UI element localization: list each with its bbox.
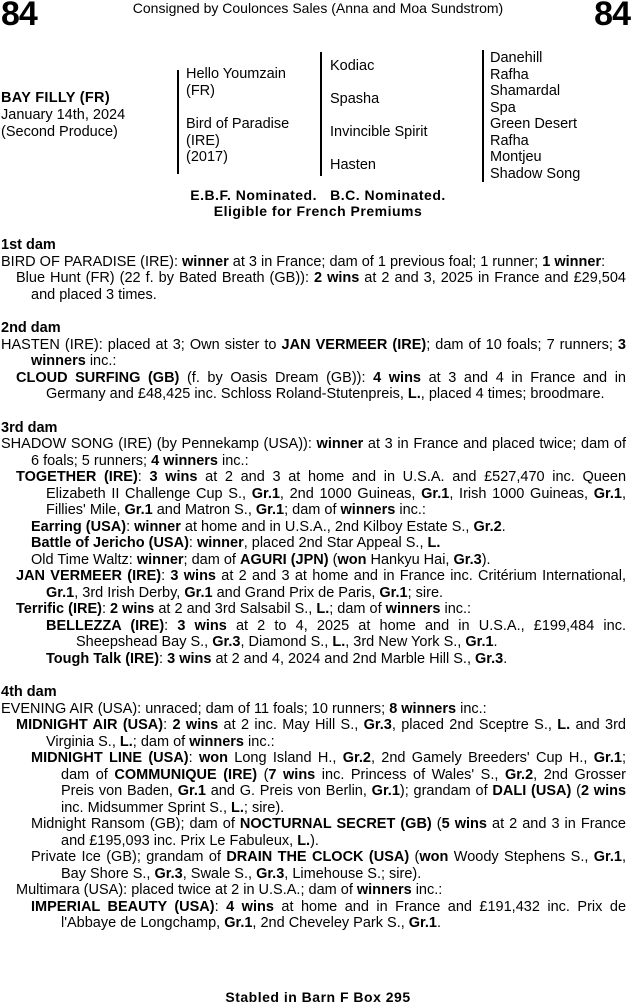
sire-country: (FR) [186,82,215,99]
granddam-1: Spasha [330,91,380,107]
dam-section-title: 1st dam [1,237,56,253]
pedigree-entry: Private Ice (GB); grandam of DRAIN THE CLOCK (USA) (won Woody Stephens S., Gr.1, Bay Shore S., Gr.3, Swale S., Gr.3, Limehouse S.; sire). [31,849,627,882]
pedigree-entry: Blue Hunt (FR) (22 f. by Bated Breath (GB)): 2 wins at 2 and 3, 2025 in France and £29,504 and placed 3 times. [16,270,626,303]
consignor-line: Consigned by Coulonces Sales (Anna and Moa Sundstrom) [132,0,504,16]
pedigree-entry: BIRD OF PARADISE (IRE): winner at 3 in France; dam of 1 previous foal; 1 runner; 1 winner: [1,253,606,270]
pedigree-entry: IMPERIAL BEAUTY (USA): 4 wins at home and in France and £191,432 inc. Prix de l'Abbaye de Longchamp, Gr.1, 2nd Cheveley Park S., Gr.1. [31,898,627,931]
pedigree-sire [186,66,286,99]
dam-section [1,237,626,303]
ggp-8: Shadow Song [490,165,581,182]
ggp-6: Rafha [490,132,529,149]
grandsire-1: Kodiac [330,58,375,74]
pedigree-entry: Midnight Ransom (GB); dam of NOCTURNAL SECRET (GB) (5 wins at 2 and 3 in France and £195,093 inc. Prix Le Fabuleux, L.). [31,816,626,849]
horse-info [1,90,125,141]
foaling-date: January 14th, 2024 [1,107,126,123]
dam-country: (IRE) [186,132,220,149]
pedigree-entry: CLOUD SURFING (GB) (f. by Oasis Dream (GB)): 4 wins at 3 and 4 in France and in Germany and £48,425 inc. Schloss Roland-Stutenpreis, L., placed 4 times; broodmare. [16,369,626,402]
nominations-line-2: Eligible for French Premiums [213,203,423,219]
horse-name: BAY FILLY (FR) [1,90,110,106]
ggp-3: Shamardal [490,83,561,99]
dam-section-title: 4th dam [1,684,57,700]
lot-number-right: 84 [594,0,630,33]
dam-section-title: 2nd dam [1,320,61,336]
pedigree-dam [186,116,289,166]
great-grandparents [490,50,580,182]
pedigree-rule-1 [177,70,179,174]
dam-section [1,684,626,932]
dam-section [1,320,626,403]
dam-name: Bird of Paradise [186,116,290,132]
pedigree-entry: MIDNIGHT LINE (USA): won Long Island H., Gr.2, 2nd Gamely Breeders' Cup H., Gr.1; dam of COMMUNIQUE (IRE) (7 wins inc. Princess of Wales' S., Gr.2, 2nd Grosser Preis von Baden, Gr.1 and G. Preis von Berlin, Gr.1); grandam of DALI (USA) (2 wins inc. Midsummer Sprint S., L.; sire). [31,750,627,816]
pedigree-rule-3 [482,50,484,182]
produce-note: (Second Produce) [1,124,118,140]
dam-year: (2017) [186,149,228,165]
ggp-2: Rafha [490,66,529,83]
pedigree-entry: Battle of Jericho (USA): winner, placed 2nd Star Appeal S., L. [31,535,441,551]
ggp-4: Spa [490,99,516,116]
ggp-7: Montjeu [490,149,542,165]
pedigree-entry: Terrific (IRE): 2 wins at 2 and 3rd Salsabil S., L.; dam of winners inc.: [16,601,472,617]
dam-sections [1,237,626,949]
ggp-5: Green Desert [490,116,578,132]
sire-name: Hello Youmzain [186,66,286,82]
granddam-2: Hasten [330,157,376,173]
pedigree-entry: Multimara (USA): placed twice at 2 in U.S.A.; dam of winners inc.: [16,882,443,898]
nominations [0,187,636,219]
dam-section-title: 3rd dam [1,419,58,436]
pedigree-entry: Old Time Waltz: winner; dam of AGURI (JPN) (won Hankyu Hai, Gr.3). [31,551,491,568]
nominations-line-1: E.B.F. Nominated. B.C. Nominated. [190,187,446,203]
pedigree-rule-2 [320,52,322,176]
pedigree-entry: JAN VERMEER (IRE): 3 wins at 2 and 3 at home and in France inc. Critérium International, Gr.1, 3rd Irish Derby, Gr.1 and Grand Prix de Paris, Gr.1; sire. [16,568,626,601]
pedigree-entry: Tough Talk (IRE): 3 wins at 2 and 4, 2024 and 2nd Marble Hill S., Gr.3. [46,650,508,667]
pedigree-entry: HASTEN (IRE): placed at 3; Own sister to JAN VERMEER (IRE); dam of 10 foals; 7 runners; 3 winners inc.: [1,336,626,369]
pedigree-entry: SHADOW SONG (IRE) (by Pennekamp (USA)): winner at 3 in France and placed twice; dam of 6 foals; 5 runners; 4 winners inc.: [1,436,626,469]
ggp-1: Danehill [490,50,543,66]
dam-section [1,420,626,668]
lot-number-left: 84 [1,0,37,33]
pedigree-entry: TOGETHER (IRE): 3 wins at 2 and 3 at home and in U.S.A. and £527,470 inc. Queen Elizabeth II Challenge Cup S., Gr.1, 2nd 1000 Guineas, Gr.1, Irish 1000 Guineas, Gr.1, Fillies' Mile, Gr.1 and Matron S., Gr.1; dam of winners inc.: [16,469,627,518]
pedigree-entry: Earring (USA): winner at home and in U.S.A., 2nd Kilboy Estate S., Gr.2. [31,518,506,535]
grandsire-2: Invincible Spirit [330,124,428,140]
pedigree-entry: MIDNIGHT AIR (USA): 2 wins at 2 inc. May Hill S., Gr.3, placed 2nd Sceptre S., L. and 3rd Virginia S., L.; dam of winners inc.: [16,717,626,750]
pedigree-entry: EVENING AIR (USA): unraced; dam of 11 foals; 10 runners; 8 winners inc.: [1,700,487,717]
stabling-info: Stabled in Barn F Box 295 [225,989,411,1005]
pedigree-entry: BELLEZZA (IRE): 3 wins at 2 to 4, 2025 at home and in U.S.A., £199,484 inc. Sheepshead Bay S., Gr.3, Diamond S., L., 3rd New York S., Gr.1. [46,617,626,650]
